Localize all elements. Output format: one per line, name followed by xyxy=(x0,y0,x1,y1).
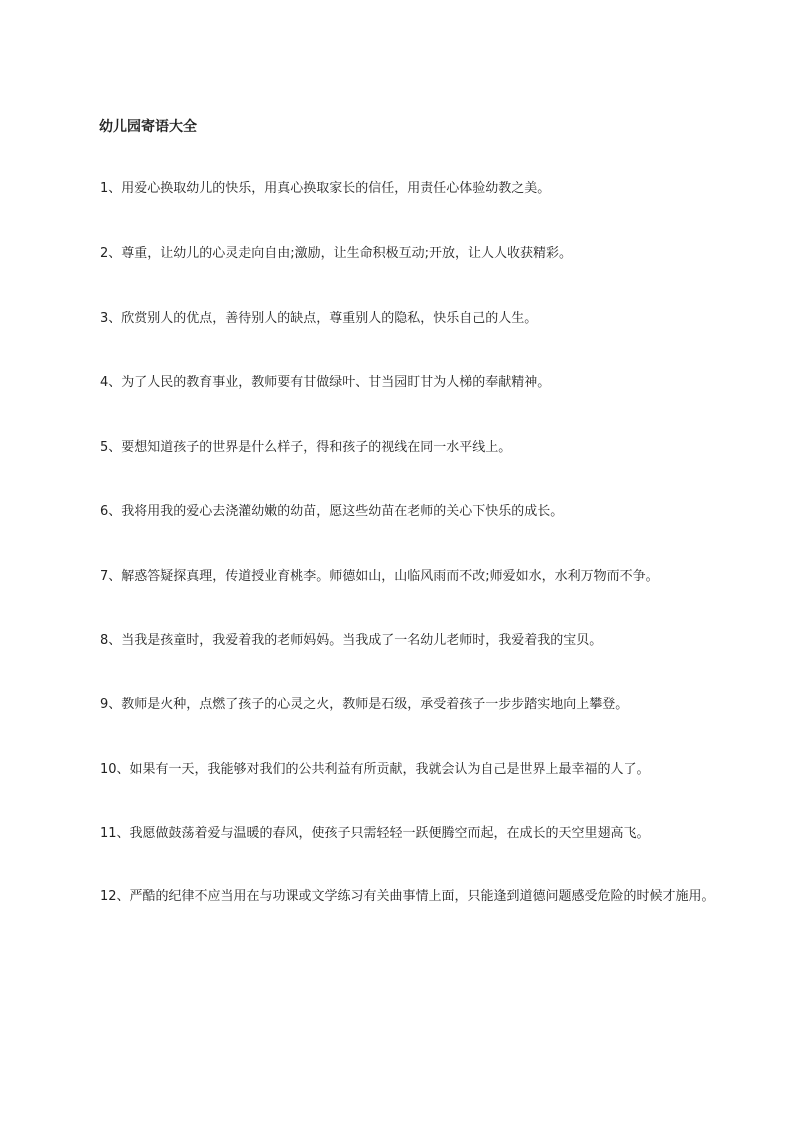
paragraph-item: 1、用爱心换取幼儿的快乐，用真心换取家长的信任，用责任心体验幼教之美。 xyxy=(100,181,551,196)
paragraph-item: 5、要想知道孩子的世界是什么样子，得和孩子的视线在同一水平线上。 xyxy=(100,440,512,455)
paragraph-item: 6、我将用我的爱心去浇灌幼嫩的幼苗，愿这些幼苗在老师的关心下快乐的成长。 xyxy=(100,504,564,519)
paragraph-item: 10、如果有一天，我能够对我们的公共利益有所贡献，我就会认为自己是世界上最幸福的人了。 xyxy=(100,762,650,777)
paragraph-item: 9、教师是火种，点燃了孩子的心灵之火，教师是石级，承受着孩子一步步踏实地向上攀登。 xyxy=(100,697,629,712)
paragraph-item: 2、尊重，让幼儿的心灵走向自由;激励，让生命积极互动;开放，让人人收获精彩。 xyxy=(100,246,573,261)
paragraph-item: 8、当我是孩童时，我爱着我的老师妈妈。当我成了一名幼儿老师时，我爱着我的宝贝。 xyxy=(100,633,603,648)
paragraph-item: 3、欣赏别人的优点，善待别人的缺点，尊重别人的隐私，快乐自己的人生。 xyxy=(100,311,538,326)
document-title: 幼儿园寄语大全 xyxy=(99,119,197,135)
paragraph-item: 4、为了人民的教育事业，教师要有甘做绿叶、甘当园盯甘为人梯的奉献精神。 xyxy=(100,375,551,390)
paragraph-item: 7、解惑答疑探真理，传道授业育桃李。师德如山，山临风雨而不改;师爱如水，水利万物而不争。 xyxy=(100,569,659,584)
paragraph-item: 11、我愿做鼓荡着爱与温暖的春风，使孩子只需轻轻一跃便腾空而起，在成长的天空里翅高飞。 xyxy=(100,826,650,841)
paragraph-item: 12、严酷的纪律不应当用在与功课或文学练习有关曲事情上面，只能逢到道德问题感受危险的时候才施用。 xyxy=(100,889,715,904)
